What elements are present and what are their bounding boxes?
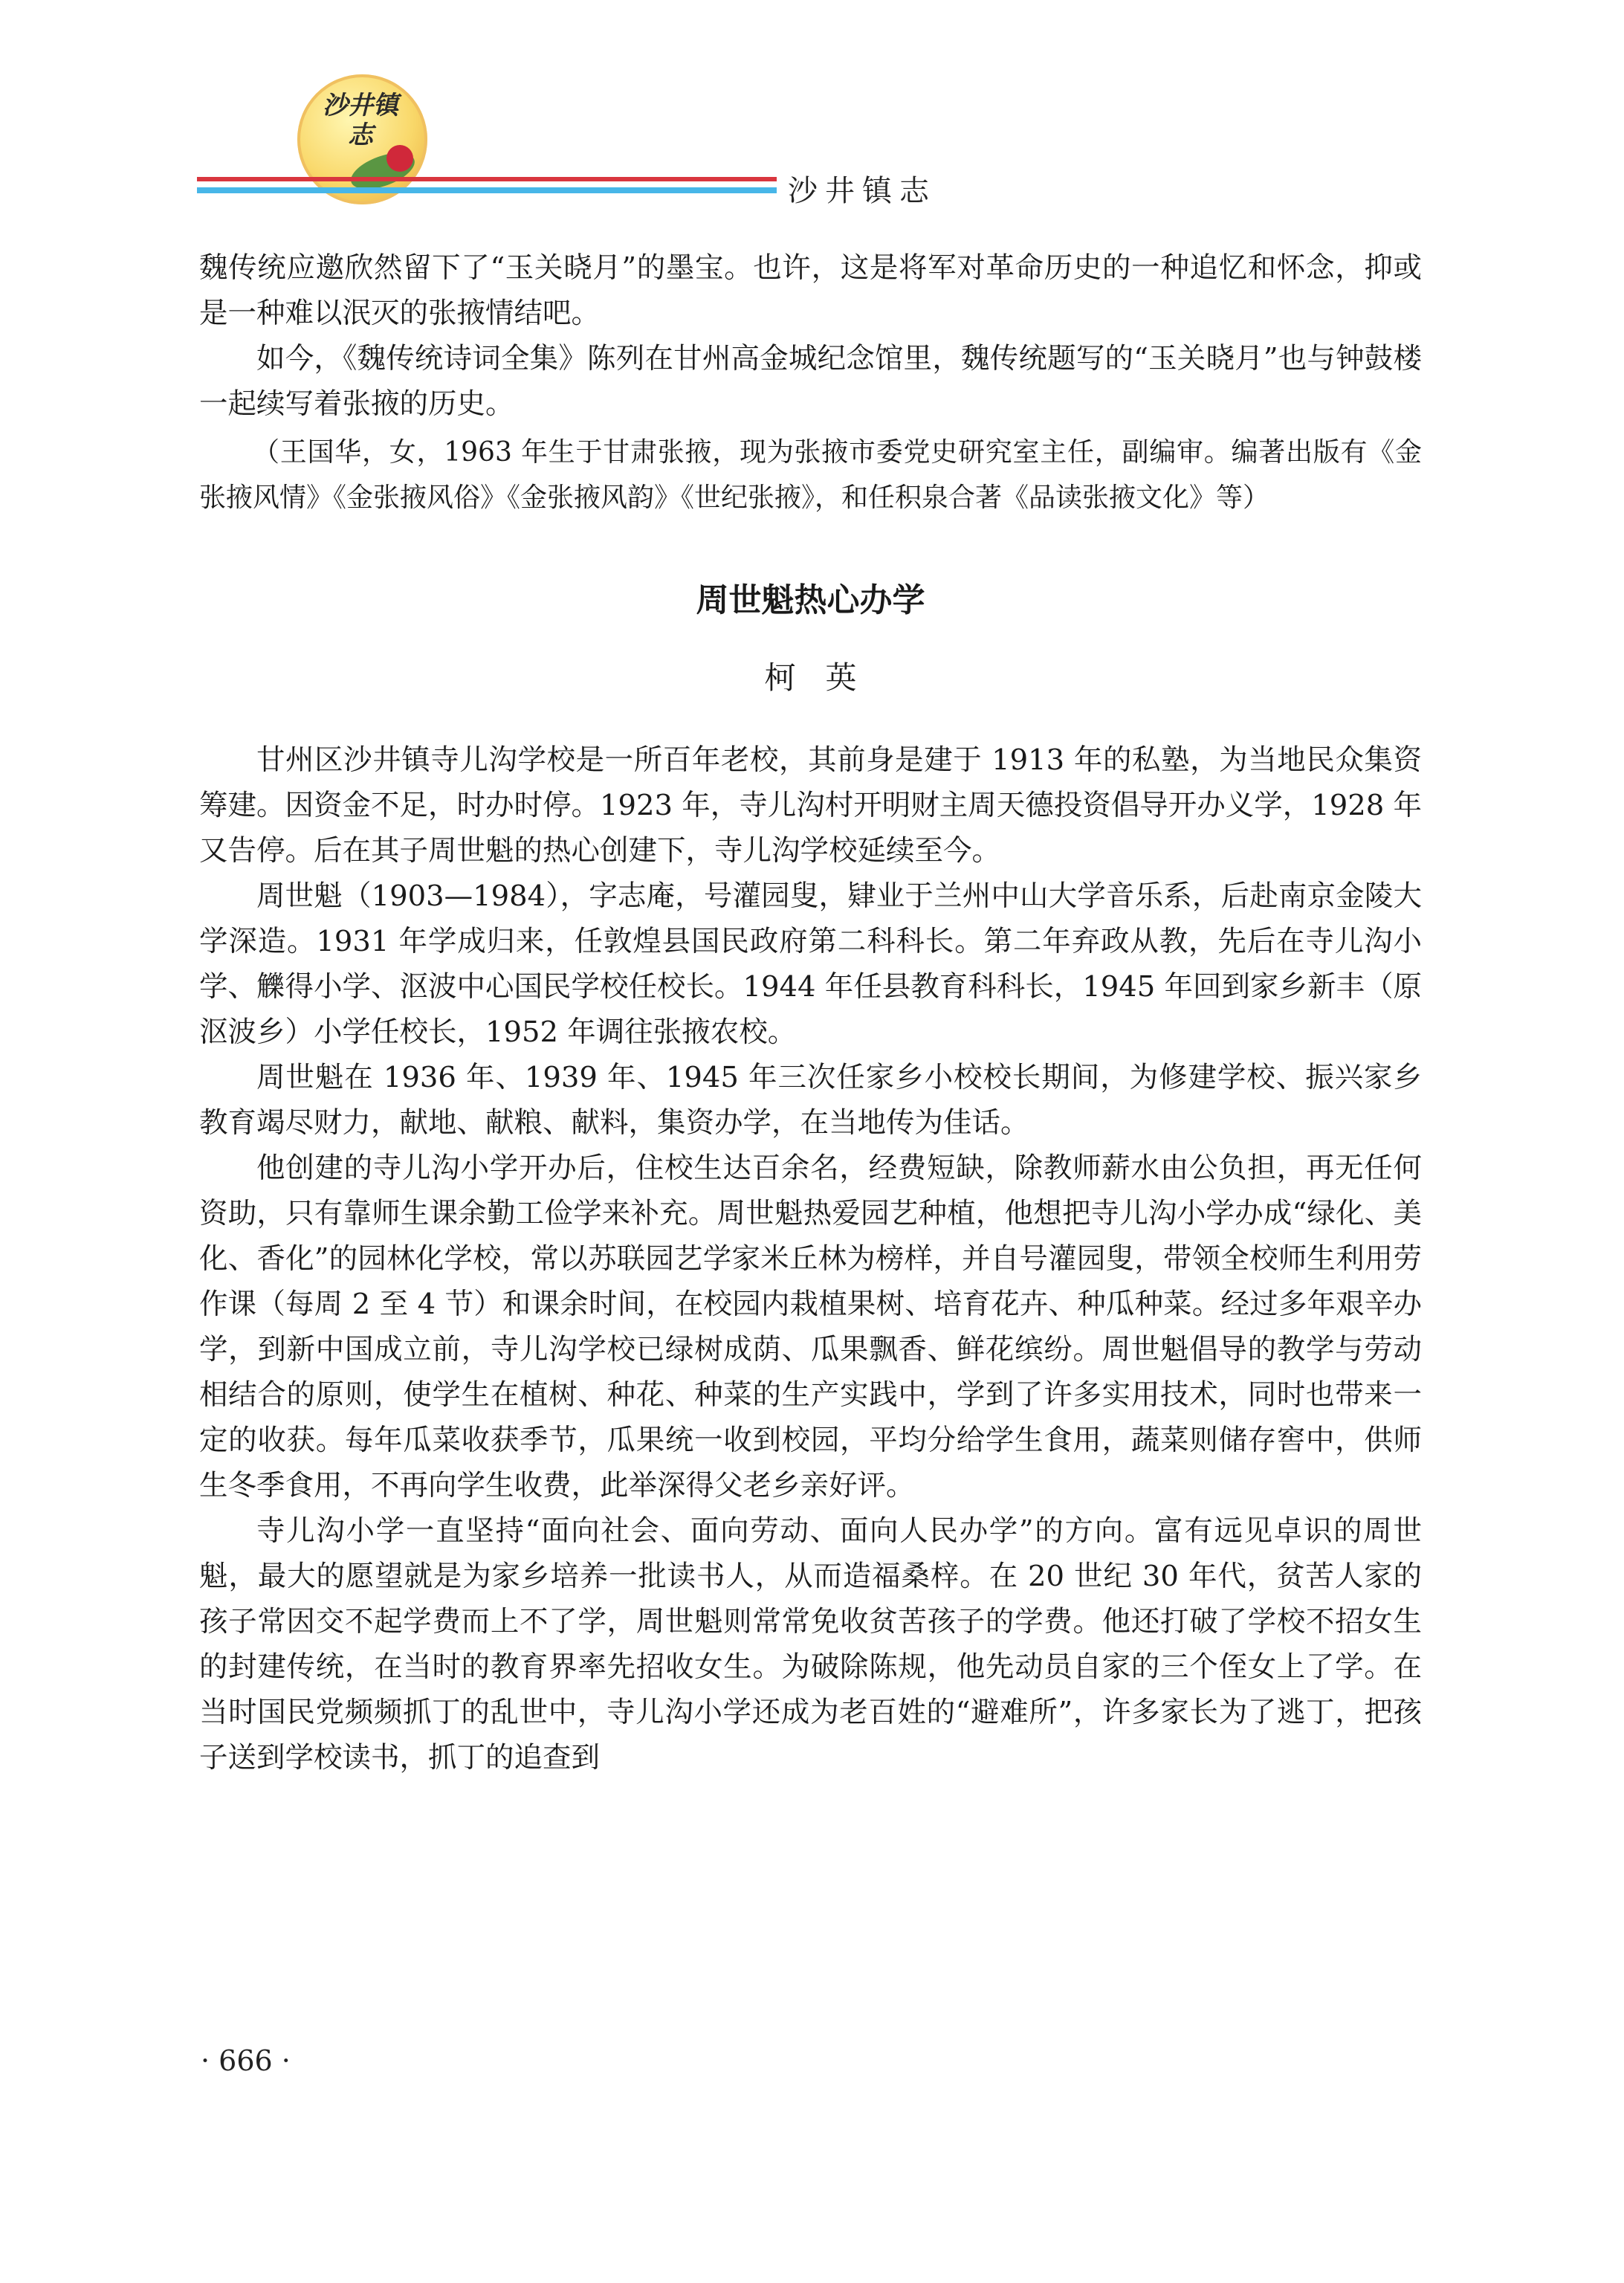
page-header [0, 0, 1624, 223]
article-author: 柯英 [764, 659, 887, 696]
article-paragraph: 周世魁（1903—1984），字志庵，号灌园叟，肄业于兰州中山大学音乐系，后赴南京金陵大学深造。1931 年学成归来，任敦煌县国民政府第二科科长。第二年弃政从教，先后在寺儿沟小学、觻得小学、沤波中心国民学校任校长。1944 年任县教育科科长，1945 年回到家乡新丰（原沤波乡）小学任校长，1952 年调往张掖农校。 [199, 879, 1422, 1049]
article-paragraph: 他创建的寺儿沟小学开办后，住校生达百余名，经费短缺，除教师薪水由公负担，再无任何资助，只有靠师生课余勤工俭学来补充。周世魁热爱园艺种植，他想把寺儿沟小学办成“绿化、美化、香化”的园林化学校，常以苏联园艺学家米丘林为榜样，并自号灌园叟，带领全校师生利用劳作课（每周 2 至 4 节）和课余时间，在校园内栽植果树、培育花卉、种瓜种菜。经过多年艰辛办学，到新中国成立前，寺儿沟学校已绿树成荫、瓜果飘香、鲜花缤纷。周世魁倡导的教学与劳动相结合的原则，使学生在植树、种花、种菜的生产实践中，学到了许多实用技术，同时也带来一定的收获。每年瓜菜收获季节，瓜果统一收到校园，平均分给学生食用，蔬菜则储存窖中，供师生冬季食用，不再向学生收费，此举深得父老乡亲好评。 [199, 1152, 1422, 1502]
logo-text: 沙井镇志 [323, 91, 398, 150]
article-title: 周世魁热心办学 [696, 581, 925, 619]
article-paragraph: 周世魁在 1936 年、1939 年、1945 年三次任家乡小校校长期间，为修建学校、振兴家乡教育竭尽财力，献地、献粮、献料，集资办学，在当地传为佳话。 [199, 1061, 1422, 1140]
header-rule-blue [197, 187, 777, 193]
page-content [199, 245, 1422, 1780]
author-note: （王国华，女，1963 年生于甘肃张掖，现为张掖市委党史研究室主任，副编审。编著出版有《金张掖风情》《金张掖风俗》《金张掖风韵》《世纪张掖》，和任积泉合著《品读张掖文化》等） [199, 437, 1422, 513]
header-rule-red [197, 177, 777, 181]
running-head-title: 沙井镇志 [788, 174, 936, 208]
body-paragraph: 如今，《魏传统诗词全集》陈列在甘州高金城纪念馆里，魏传统题写的“玉关晓月”也与钟鼓楼一起续写着张掖的历史。 [199, 342, 1422, 421]
article-paragraph: 甘州区沙井镇寺儿沟学校是一所百年老校，其前身是建于 1913 年的私塾，为当地民众集资筹建。因资金不足，时办时停。1923 年，寺儿沟村开明财主周天德投资倡导开办义学，1928 年又告停。后在其子周世魁的热心创建下，寺儿沟学校延续至今。 [199, 743, 1422, 868]
article-paragraph: 寺儿沟小学一直坚持“面向社会、面向劳动、面向人民办学”的方向。富有远见卓识的周世魁，最大的愿望就是为家乡培养一批读书人，从而造福桑梓。在 20 世纪 30 年代，贫苦人家的孩子常因交不起学费而上不了学，周世魁则常常免收贫苦孩子的学费。他还打破了学校不招女生的封建传统，在当时的教育界率先招收女生。为破除陈规，他先动员自家的三个侄女上了学。在当时国民党频频抓丁的乱世中，寺儿沟小学还成为老百姓的“避难所”，许多家长为了逃丁，把孩子送到学校读书，抓丁的追查到 [199, 1514, 1422, 1775]
continued-paragraph: 魏传统应邀欣然留下了“玉关晓月”的墨宝。也许，这是将军对革命历史的一种追忆和怀念，抑或是一种难以泯灭的张掖情结吧。 [199, 251, 1422, 330]
book-logo-emblem [297, 74, 427, 204]
page-number: · 666 · [201, 2044, 291, 2077]
